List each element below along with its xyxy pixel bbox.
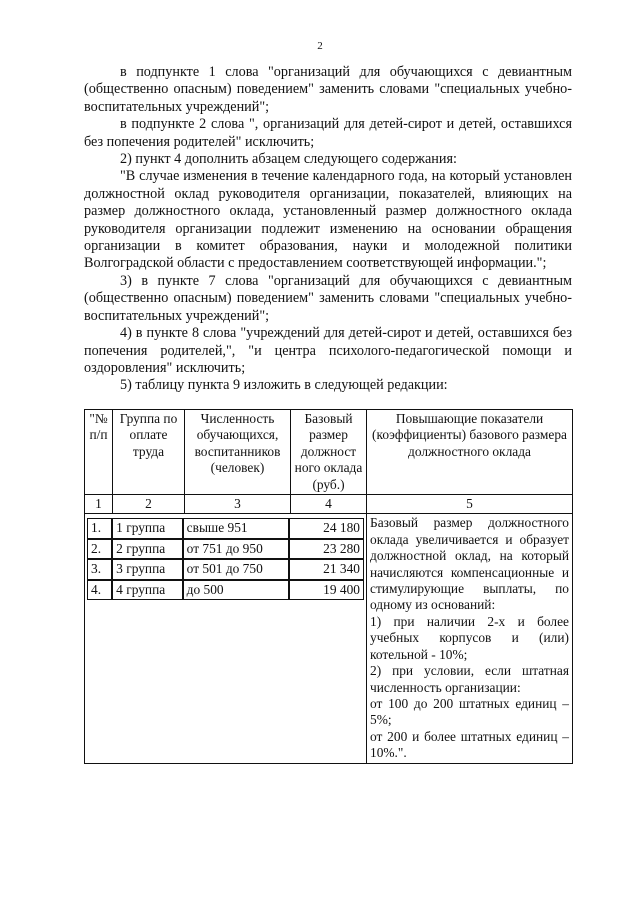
table-row [87,539,364,559]
row-count: до 500 [183,580,290,600]
table-row [87,559,364,579]
row-salary: 24 180 [289,518,364,538]
paragraph: в подпункте 1 слова "организаций для обучающихся с девиантным (общественно опасным) поведением" заменить словами "специальных учебно-воспитательных учреждений"; [84,64,572,115]
coefficient-description [367,514,573,763]
header-coef: Повышающие показатели (коэффициенты) базового размера должностного оклада [367,410,573,495]
document-body [84,64,572,395]
column-number: 2 [113,495,185,514]
table-row [87,580,364,600]
row-group: 4 группа [112,580,183,600]
header-group: Группа по оплате труда [113,410,185,495]
row-num: 4. [87,580,112,600]
row-salary: 21 340 [289,559,364,579]
group-cells [85,514,367,763]
paragraph: 2) пункт 4 дополнить абзацем следующего содержания: [120,151,457,168]
row-count: свыше 951 [183,518,290,538]
paragraph: 3) в пункте 7 слова "организаций для обучающихся с девиантным (общественно опасным) поведением" заменить словами "специальных учебно-воспитательных учреждений"; [84,272,572,324]
row-group: 1 группа [112,518,183,538]
header-count: Численность обучающихся, воспитанников (человек) [185,410,291,495]
table-body-row [85,514,573,763]
paragraph: 5) таблицу пункта 9 изложить в следующей редакции: [120,377,448,394]
description-line: 2) при условии, если штатная численность организации: [370,663,569,695]
column-number: 3 [185,495,291,514]
row-group: 3 группа [112,559,183,579]
description-line: от 100 до 200 штатных единиц – 5%; [370,695,569,728]
header-salary: Базовый размер должност ного оклада (руб.) [291,410,367,495]
header-num: "№ п/п [85,410,113,495]
table-row [87,518,364,538]
row-group: 2 группа [112,539,183,559]
paragraph: "В случае изменения в течение календарного года, на который установлен должностной оклад руководителя организации, показателей, влияющих на размер должностного оклада, установленный размер должностного оклада руководителя организации подлежит изменению на основании обращения организации в комитет образования, науки и молодежной политики Волгоградской области с предоставлением соответствующей информации."; [84,168,572,272]
row-count: от 501 до 750 [183,559,290,579]
row-num: 2. [87,539,112,559]
column-number: 5 [367,495,573,514]
page-number: 2 [317,40,323,52]
description-line: Базовый размер должностного оклада увеличивается и образует должностной оклад, на который начисляются компенсационные и стимулирующие выплаты, по одному из оснований: [370,515,569,613]
row-salary: 23 280 [289,539,364,559]
salary-table [84,409,573,764]
column-number: 4 [291,495,367,514]
row-salary: 19 400 [289,580,364,600]
group-subtable [87,518,364,600]
row-num: 1. [87,518,112,538]
column-number: 1 [85,495,113,514]
paragraph: в подпункте 2 слова ", организаций для детей-сирот и детей, оставшихся без попечения родителей" исключить; [84,116,572,150]
paragraph: 4) в пункте 8 слова "учреждений для детей-сирот и детей, оставшихся без попечения родителей,", "и центра психолого-педагогической помощи и оздоровления" исключить; [84,325,572,376]
column-number-row [85,495,573,514]
description-line: 1) при наличии 2-х и более учебных корпусов и (или) котельной - 10%; [370,613,569,662]
table-header-row [85,410,573,495]
row-num: 3. [87,559,112,579]
description-line: от 200 и более штатных единиц – 10%.". [370,728,569,761]
row-count: от 751 до 950 [183,539,290,559]
